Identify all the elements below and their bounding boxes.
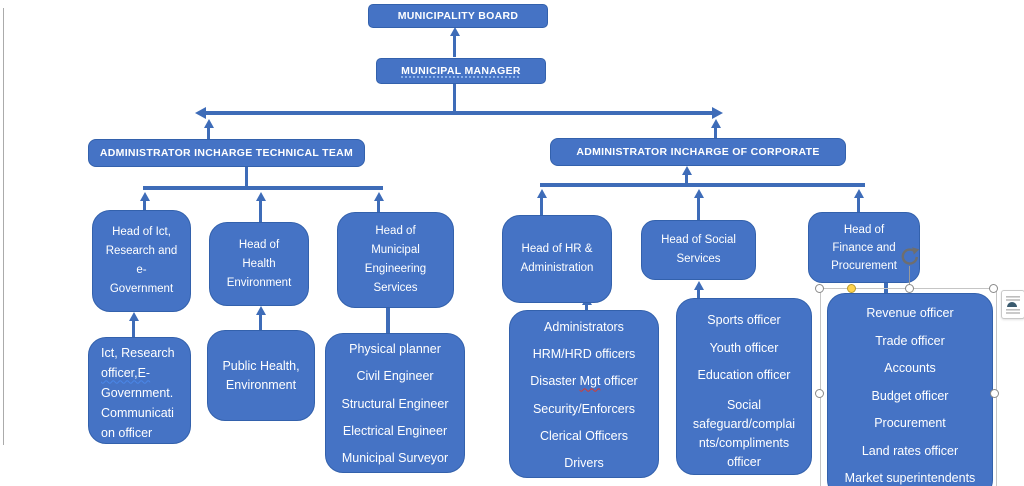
connector-rail-corporate[interactable]	[714, 127, 717, 138]
head-social-box[interactable]: Head of Social Services	[641, 220, 756, 280]
connector-stub-head-hr[interactable]	[540, 197, 543, 215]
list-item: Administrators	[544, 320, 624, 335]
layout-options-button[interactable]	[1001, 290, 1024, 319]
rotate-handle-icon[interactable]	[899, 246, 921, 268]
ict-officer-box[interactable]: Ict, Research officer,E- Government. Communicati on officer	[88, 337, 191, 444]
list-item: Disaster Mgt officer	[510, 368, 658, 395]
admin-technical-box[interactable]	[88, 139, 365, 167]
list-item: Security/Enforcers	[532, 401, 636, 416]
admin-corporate-label: ADMINISTRATOR INCHARGE OF CORPORATE	[576, 145, 820, 158]
municipal-manager-label: MUNICIPAL MANAGER	[401, 64, 521, 77]
admin-technical-label: ADMINISTRATOR INCHARGE TECHNICAL TEAM	[99, 146, 354, 159]
head-finance-box[interactable]: Head of Finance and Procurement	[808, 212, 920, 283]
connector-stub-head-health[interactable]	[259, 200, 262, 222]
social-officers-items: Sports officer Youth officer Education officer	[697, 313, 791, 383]
connector-ict-officer[interactable]	[132, 320, 135, 337]
hr-officers-box[interactable]	[509, 310, 659, 478]
connector-corporate-rail[interactable]	[540, 183, 865, 187]
connector-engineering-officers[interactable]	[386, 308, 390, 333]
connector-technical-rail[interactable]	[143, 186, 383, 190]
page-edge-line	[3, 8, 4, 445]
connector-manager-rail[interactable]	[453, 84, 456, 113]
admin-corporate-box[interactable]	[550, 138, 846, 166]
selection-handle-mid-right[interactable]	[990, 389, 999, 398]
misspelled-word: Mgt	[579, 374, 601, 389]
social-officers-box[interactable]	[676, 298, 812, 475]
municipality-board-label: MUNICIPALITY BOARD	[397, 9, 519, 22]
connector-social-officers[interactable]	[697, 289, 700, 298]
selection-handle-top-mid[interactable]	[905, 284, 914, 293]
connector-stub-head-ict[interactable]	[143, 200, 146, 210]
connector-stub-head-finance[interactable]	[857, 197, 860, 212]
list-item: Drivers	[564, 455, 604, 470]
municipality-board-box[interactable]	[368, 4, 548, 28]
connector-main-rail[interactable]	[205, 111, 713, 115]
connector-manager-board[interactable]	[453, 36, 456, 57]
head-health-box[interactable]: Head of Health Environment	[209, 222, 309, 306]
social-officers-wrapped-item: Social safeguard/complai nts/compliments officer	[692, 397, 796, 469]
head-ict-box[interactable]: Head of Ict, Research and e- Government	[92, 210, 191, 312]
rotate-handle-stem	[909, 266, 910, 285]
list-item: HRM/HRD officers	[532, 347, 636, 362]
connector-health-officer[interactable]	[259, 314, 262, 330]
selection-handle-mid-left[interactable]	[815, 389, 824, 398]
selection-frame	[820, 288, 997, 486]
finance-officers-box[interactable]: Revenue officer Trade officer Accounts Budget officer Procurement Land rates officer Market superintendents	[827, 293, 993, 486]
connector-arrowhead	[712, 107, 723, 119]
engineering-officers-box[interactable]: Physical planner Civil Engineer Structural Engineer Electrical Engineer Municipal Surveyor	[325, 333, 465, 473]
connector-arrowhead	[450, 27, 460, 36]
connector-rail-technical[interactable]	[207, 127, 210, 139]
head-engineering-box[interactable]: Head of Municipal Engineering Services	[337, 212, 454, 308]
adjust-handle[interactable]	[847, 284, 856, 293]
connector-stub-head-social[interactable]	[697, 197, 700, 220]
layout-options-icon	[1005, 295, 1021, 315]
connector-technical-drop[interactable]	[245, 167, 248, 188]
selection-handle-top-right[interactable]	[989, 284, 998, 293]
head-hr-box[interactable]: Head of HR & Administration	[502, 215, 612, 303]
municipal-manager-box[interactable]	[376, 58, 546, 84]
selection-handle-top-left[interactable]	[815, 284, 824, 293]
health-officer-box[interactable]: Public Health, Environment	[207, 330, 315, 421]
list-item: Clerical Officers	[540, 428, 628, 443]
